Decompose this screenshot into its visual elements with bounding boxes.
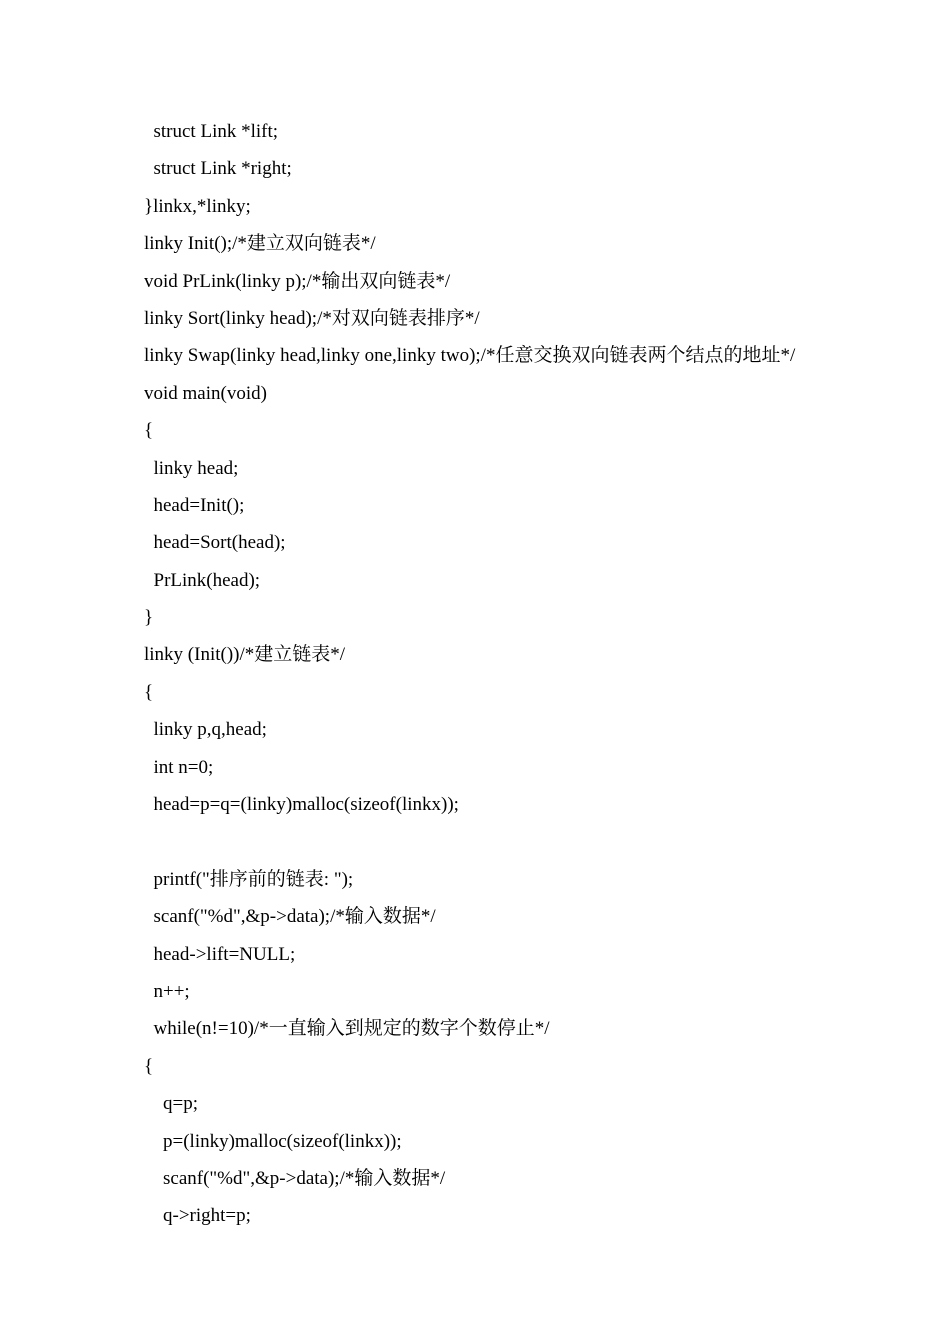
code-line: int n=0;	[144, 756, 214, 778]
code-line: scanf("%d",&p->data);/*输入数据*/	[144, 1167, 446, 1189]
code-block	[144, 113, 924, 1235]
code-line: q=p;	[144, 1093, 198, 1115]
code-line: linky (Init())/*建立链表*/	[144, 644, 346, 666]
code-line: p=(linky)malloc(sizeof(linkx));	[144, 1130, 402, 1152]
code-line: linky Swap(linky head,linky one,linky two);/*任意交换双向链表两个结点的地址*/	[144, 345, 796, 367]
code-line: void main(void)	[144, 382, 267, 404]
code-line: linky Sort(linky head);/*对双向链表排序*/	[144, 307, 480, 329]
code-line: struct Link *lift;	[144, 121, 279, 142]
code-line: }linkx,*linky;	[144, 195, 251, 217]
code-line: linky Init();/*建立双向链表*/	[144, 233, 376, 255]
code-line: linky head;	[144, 457, 239, 479]
code-line: head=Sort(head);	[144, 532, 286, 554]
code-line: while(n!=10)/*一直输入到规定的数字个数停止*/	[144, 1018, 550, 1040]
code-line: {	[144, 420, 154, 442]
code-line: PrLink(head);	[144, 569, 261, 591]
blank-line	[144, 823, 924, 860]
code-line: }	[144, 607, 154, 629]
code-line: linky p,q,head;	[144, 719, 267, 741]
code-line: head=p=q=(linky)malloc(sizeof(linkx));	[144, 794, 459, 816]
code-line: void PrLink(linky p);/*输出双向链表*/	[144, 270, 451, 292]
code-line: {	[144, 681, 154, 703]
code-line: head=Init();	[144, 494, 245, 516]
code-line: n++;	[144, 980, 190, 1002]
code-line: struct Link *right;	[144, 158, 292, 180]
code-line: q->right=p;	[144, 1205, 251, 1227]
code-line: {	[144, 1055, 154, 1077]
code-line: scanf("%d",&p->data);/*输入数据*/	[144, 906, 436, 928]
code-line: printf("排序前的链表: ");	[144, 868, 354, 890]
code-line: head->lift=NULL;	[144, 943, 296, 965]
